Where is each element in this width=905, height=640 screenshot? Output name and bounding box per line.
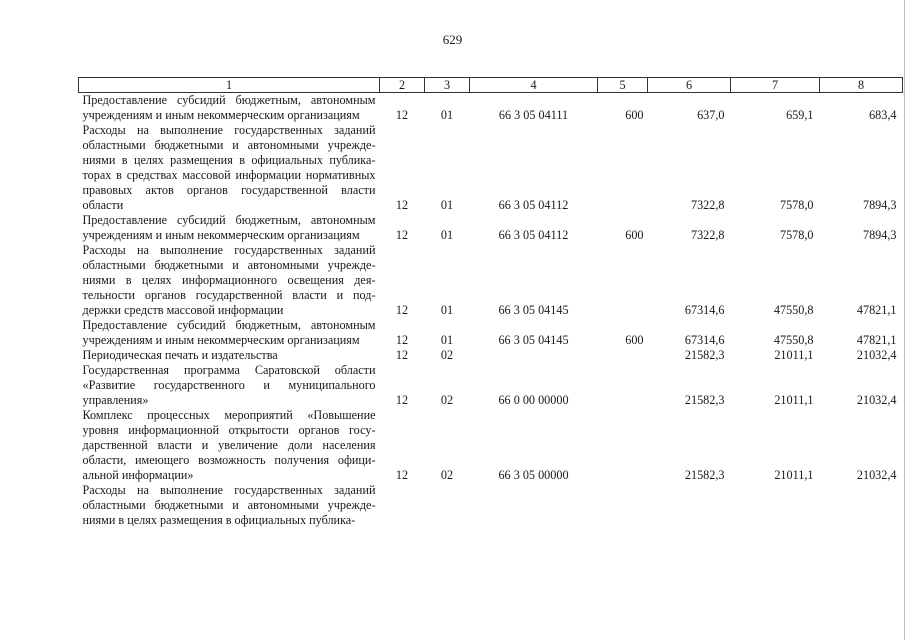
column-header-2: 2: [380, 78, 425, 93]
row-description: Предоставление субсидий бюджетным, автономным учреждениям и иным некоммерческим организациям: [82, 93, 376, 122]
amount-col-7: 47550,8: [773, 333, 814, 347]
subsection-code: 02: [440, 393, 454, 407]
target-article-code: 66 3 05 04112: [498, 228, 569, 242]
table-row: [79, 213, 903, 243]
table-row: [79, 348, 903, 363]
section-code: 12: [395, 303, 409, 317]
target-article-code: 66 3 05 04111: [498, 108, 569, 122]
column-header-1: 1: [79, 78, 380, 93]
target-article-code: 66 3 05 00000: [498, 468, 569, 482]
amount-col-7: 21011,1: [774, 393, 814, 407]
target-article-code: [470, 348, 598, 363]
amount-col-6: 7322,8: [690, 198, 725, 212]
expense-type-code: [598, 243, 648, 318]
target-article-code: 66 3 05 04145: [498, 333, 569, 347]
amount-col-7: 47550,8: [773, 303, 814, 317]
table-header: [79, 78, 903, 93]
table-row: [79, 483, 903, 528]
budget-table: [78, 77, 903, 528]
amount-col-8: 21032,4: [856, 393, 897, 407]
expense-type-code: 600: [625, 108, 644, 122]
section-code: [380, 483, 425, 528]
table-body: [79, 93, 903, 529]
section-code: 12: [395, 333, 409, 347]
row-description: Предоставление субсидий бюджетным, автономным учреждениям и иным некоммерческим организациям: [82, 318, 376, 347]
subsection-code: 01: [440, 303, 454, 317]
expense-type-code: 600: [625, 333, 644, 347]
table-row: [79, 123, 903, 213]
section-code: 12: [395, 108, 409, 122]
section-code: 12: [395, 228, 409, 242]
section-code: 12: [395, 393, 409, 407]
row-description: Периодическая печать и издательства: [82, 348, 278, 362]
column-header-6: 6: [648, 78, 731, 93]
amount-col-6: 7322,8: [690, 228, 725, 242]
row-description: Расходы на выполнение государственных заданий областными бюджетными и автономными учреждениями в целях размещения в официальных публикаторах в средствах массовой информации нормативных правовых актов органов государственной власти области: [82, 123, 376, 212]
amount-col-7: 21011,1: [774, 348, 814, 362]
section-code: 12: [395, 468, 409, 482]
amount-col-6: 67314,6: [684, 333, 725, 347]
subsection-code: 02: [440, 348, 454, 362]
amount-col-7: 7578,0: [779, 198, 814, 212]
table-row: [79, 363, 903, 408]
column-header-3: 3: [425, 78, 470, 93]
column-header-4: 4: [470, 78, 598, 93]
target-article-code: 66 3 05 04112: [498, 198, 569, 212]
expense-type-code: [598, 408, 648, 483]
expense-type-code: [598, 348, 648, 363]
amount-col-8: [820, 483, 903, 528]
subsection-code: 01: [440, 333, 454, 347]
target-article-code: [470, 483, 598, 528]
column-header-8: 8: [820, 78, 903, 93]
amount-col-6: 637,0: [697, 108, 725, 122]
amount-col-8: 683,4: [869, 108, 897, 122]
header-row: [79, 78, 903, 93]
expense-type-code: [598, 483, 648, 528]
amount-col-8: 47821,1: [856, 333, 897, 347]
table-row: [79, 243, 903, 318]
column-header-7: 7: [731, 78, 820, 93]
section-code: 12: [395, 198, 409, 212]
subsection-code: 01: [440, 198, 454, 212]
amount-col-8: 7894,3: [862, 198, 897, 212]
table-row: [79, 318, 903, 348]
row-description: Предоставление субсидий бюджетным, автономным учреждениям и иным некоммерческим организациям: [82, 213, 376, 242]
row-description: Расходы на выполнение государственных заданий областными бюджетными и автономными учреждениями в целях информационного освещения деятельности органов государственной власти и поддержки средств массовой информации: [82, 243, 376, 317]
amount-col-6: 67314,6: [684, 303, 725, 317]
amount-col-7: [731, 483, 820, 528]
amount-col-8: 21032,4: [856, 348, 897, 362]
row-description: Государственная программа Саратовской области «Развитие государственного и муниципального управления»: [82, 363, 376, 407]
section-code: 12: [395, 348, 409, 362]
amount-col-7: 21011,1: [774, 468, 814, 482]
expense-type-code: [598, 363, 648, 408]
amount-col-8: 21032,4: [856, 468, 897, 482]
table-row: [79, 408, 903, 483]
amount-col-7: 659,1: [786, 108, 814, 122]
amount-col-6: 21582,3: [684, 393, 725, 407]
subsection-code: 01: [440, 108, 454, 122]
amount-col-6: [648, 483, 731, 528]
target-article-code: 66 0 00 00000: [498, 393, 569, 407]
amount-col-7: 7578,0: [779, 228, 814, 242]
subsection-code: [425, 483, 470, 528]
target-article-code: 66 3 05 04145: [498, 303, 569, 317]
amount-col-6: 21582,3: [684, 468, 725, 482]
subsection-code: 01: [440, 228, 454, 242]
row-description: Комплекс процессных мероприятий «Повышение уровня информационной открытости органов государственной власти и увеличение доли населения области, имеющего возможность получения официальной информации»: [82, 408, 376, 482]
expense-type-code: 600: [625, 228, 644, 242]
column-header-5: 5: [598, 78, 648, 93]
table-row: [79, 93, 903, 124]
amount-col-8: 47821,1: [856, 303, 897, 317]
amount-col-6: 21582,3: [684, 348, 725, 362]
subsection-code: 02: [440, 468, 454, 482]
row-description: Расходы на выполнение государственных заданий областными бюджетными и автономными учреждениями в целях размещения в официальных публика-: [82, 483, 376, 527]
amount-col-8: 7894,3: [862, 228, 897, 242]
expense-type-code: [598, 123, 648, 213]
page-number: 629: [442, 32, 463, 47]
